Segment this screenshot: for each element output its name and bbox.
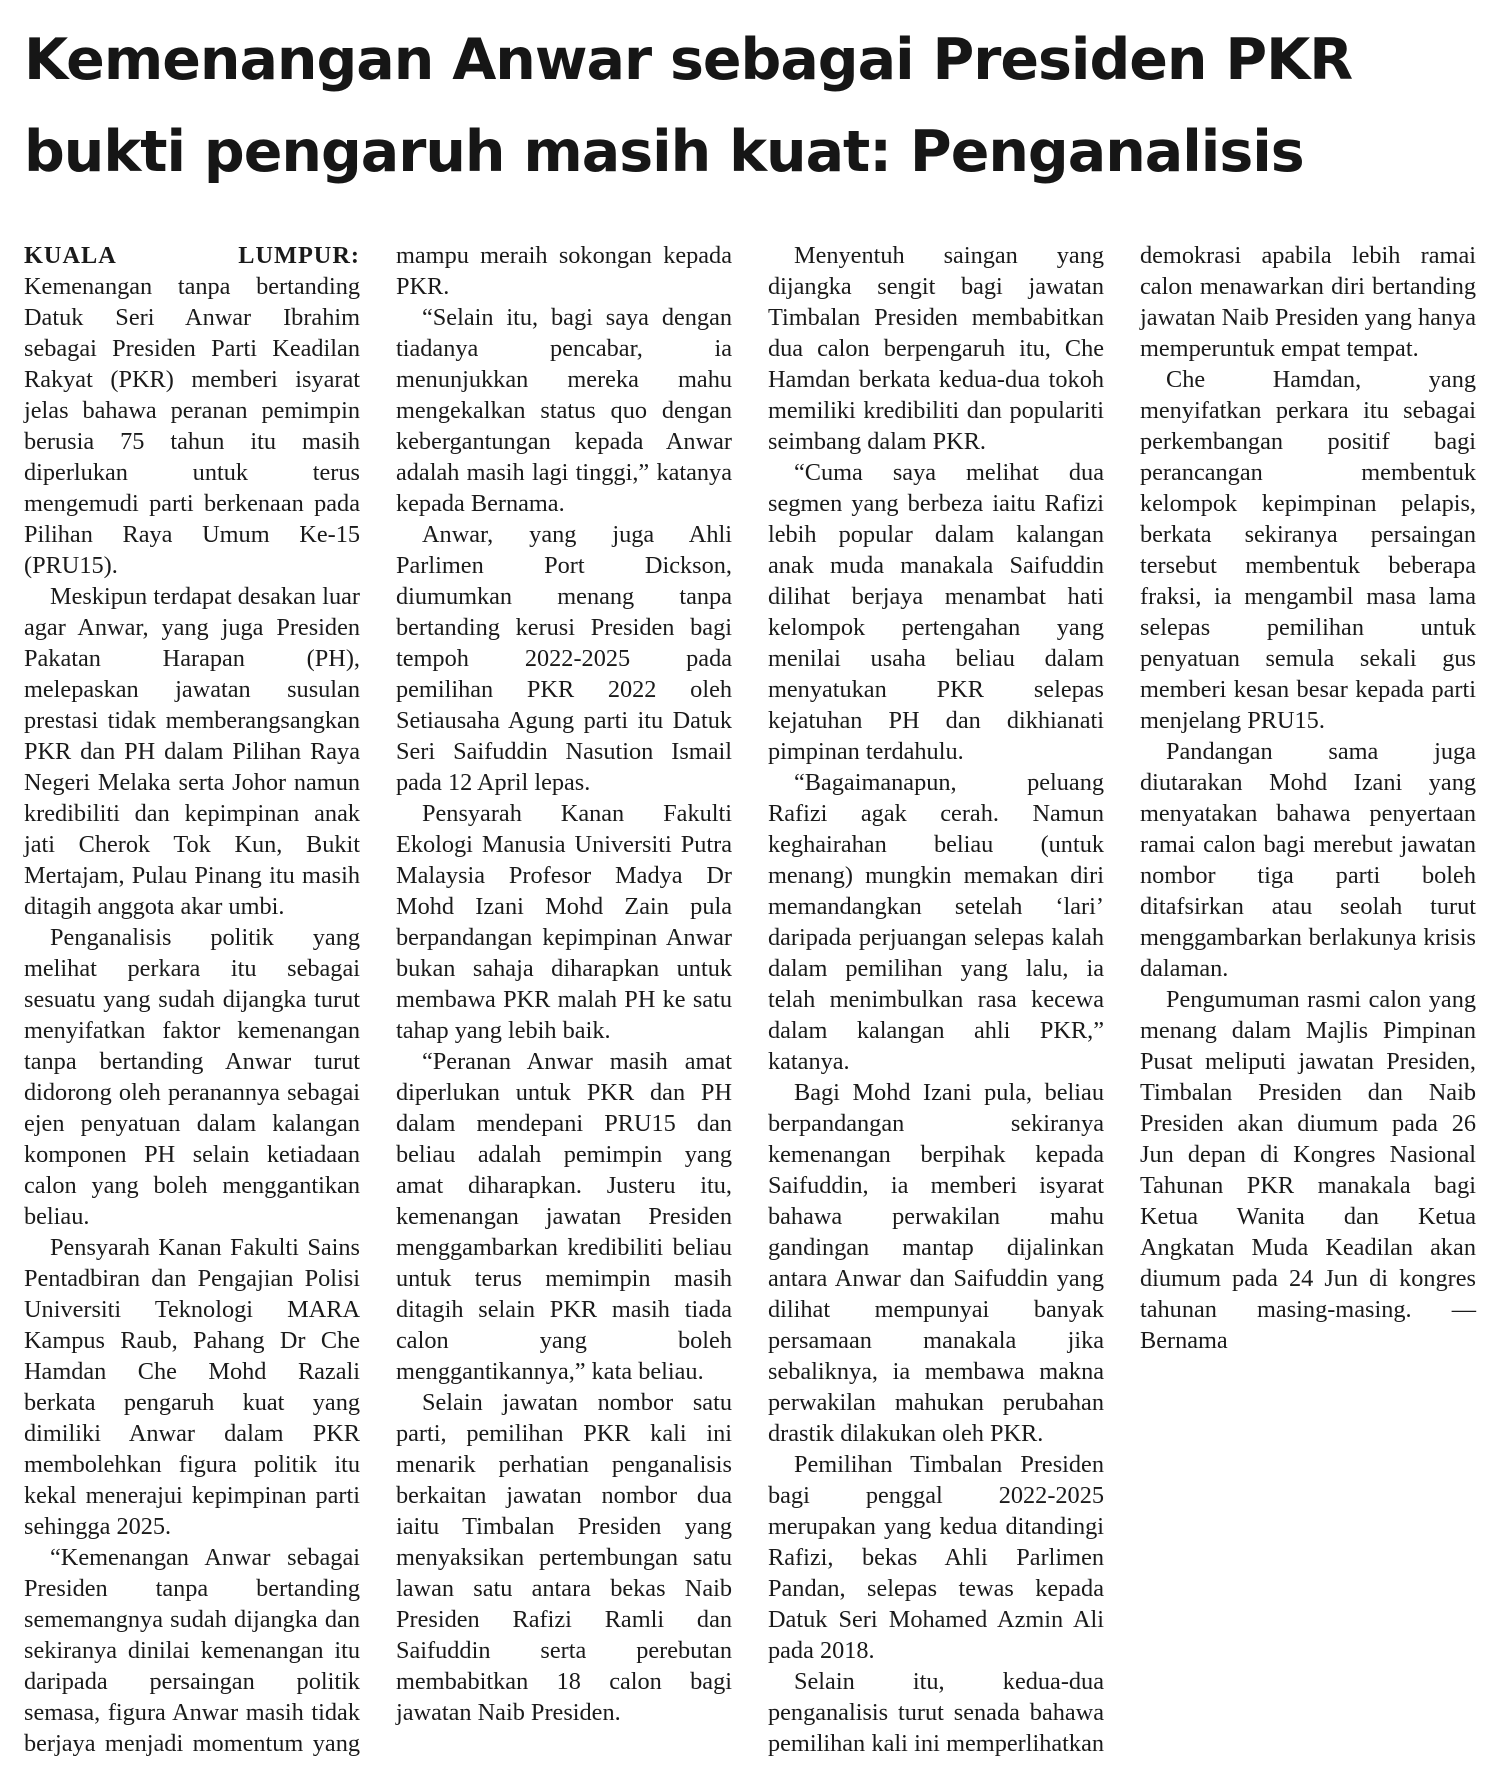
article-paragraph: Pensyarah Kanan Fakulti Ekologi Manusia Universiti Putra Malaysia Profesor Madya Dr Mohd Izani Mohd Zain pula berpandangan kepimpinan Anwar bukan sahaja diharapkan untuk membawa PKR malah PH ke satu tahap yang lebih baik. xyxy=(396,800,732,1044)
article-paragraph: “Kemenangan Anwar sebagai Presiden tanpa bertanding sememangnya sudah dijangka dan sekiranya dinilai kemenangan itu daripada persaingan politik semasa, figura Anwar masih tidak berjaya menjadi momentum yang mampu meraih sokongan kepada PKR. xyxy=(24,242,732,1757)
paragraph-text: Kemenangan tanpa bertanding Datuk Seri Anwar Ibrahim sebagai Presiden Parti Keadilan Rakyat (PKR) memberi isyarat jelas bahawa peranan pemimpin berusia 75 tahun itu masih diperlukan untuk terus mengemudi parti berkenaan pada Pilihan Raya Umum Ke-15 (PRU15). xyxy=(24,273,360,579)
headline-line-2: bukti pengaruh masih kuat: Penganalisis xyxy=(24,119,1304,185)
article-body xyxy=(24,240,1476,1765)
headline-line-1: Kemenangan Anwar sebagai Presiden PKR xyxy=(24,27,1353,93)
article-paragraph: “Bagaimanapun, peluang Rafizi agak cerah. Namun keghairahan beliau (untuk menang) mungkin memakan diri memandangkan setelah ‘lari’ daripada perjuangan selepas kalah dalam pemilihan yang lalu, ia telah menimbulkan rasa kecewa dalam kalangan ahli PKR,” katanya. xyxy=(768,769,1104,1075)
article-paragraph: Pemilihan Timbalan Presiden bagi penggal 2022-2025 merupakan yang kedua ditandingi Rafizi, bekas Ahli Parlimen Pandan, selepas tewas kepada Datuk Seri Mohamed Azmin Ali pada 2018. xyxy=(768,1451,1104,1664)
headline xyxy=(24,14,1482,198)
article-paragraph: Selain jawatan nombor satu parti, pemilihan PKR kali ini menarik perhatian penganalisis berkaitan jawatan nombor dua iaitu Timbalan Presiden yang menyaksikan pertembungan satu lawan satu antara bekas Naib Presiden Rafizi Ramli dan Saifuddin serta perebutan membabitkan 18 calon bagi jawatan Naib Presiden. xyxy=(396,1389,732,1726)
dateline: KUALA LUMPUR: xyxy=(24,242,360,269)
article-paragraph: “Peranan Anwar masih amat diperlukan untuk PKR dan PH dalam mendepani PRU15 dan beliau adalah pemimpin yang amat diharapkan. Justeru itu, kemenangan jawatan Presiden menggambarkan kredibiliti beliau untuk terus memimpin masih ditagih selain PKR masih tiada calon yang boleh menggantikannya,” kata beliau. xyxy=(396,1048,732,1385)
article-paragraph: Menyentuh saingan yang dijangka sengit bagi jawatan Timbalan Presiden membabitkan dua calon berpengaruh itu, Che Hamdan berkata kedua-dua tokoh memiliki kredibiliti dan populariti seimbang dalam PKR. xyxy=(768,242,1104,455)
article-paragraph xyxy=(24,240,360,581)
article-paragraph: Che Hamdan, yang menyifatkan perkara itu sebagai perkembangan positif bagi perancangan membentuk kelompok kepimpinan pelapis, berkata sekiranya persaingan tersebut membentuk beberapa fraksi, ia mengambil masa lama selepas pemilihan untuk penyatuan semula sekali gus memberi kesan besar kepada parti menjelang PRU15. xyxy=(1140,366,1476,734)
article-paragraph: “Cuma saya melihat dua segmen yang berbeza iaitu Rafizi lebih popular dalam kalangan anak muda manakala Saifuddin dilihat berjaya menambat hati kelompok pertengahan yang menilai usaha beliau dalam menyatukan PKR selepas kejatuhan PH dan dikhianati pimpinan terdahulu. xyxy=(768,459,1104,765)
article-paragraph: Meskipun terdapat desakan luar agar Anwar, yang juga Presiden Pakatan Harapan (PH), melepaskan jawatan susulan prestasi tidak memberangsangkan PKR dan PH dalam Pilihan Raya Negeri Melaka serta Johor namun kredibiliti dan kepimpinan anak jati Cherok Tok Kun, Bukit Mertajam, Pulau Pinang itu masih ditagih anggota akar umbi. xyxy=(24,583,360,920)
article-paragraph: Penganalisis politik yang melihat perkara itu sebagai sesuatu yang sudah dijangka turut menyifatkan faktor kemenangan tanpa bertanding Anwar turut didorong oleh peranannya sebagai ejen penyatuan dalam kalangan komponen PH selain ketiadaan calon yang boleh menggantikan beliau. xyxy=(24,924,360,1230)
article-paragraph: Pensyarah Kanan Fakulti Sains Pentadbiran dan Pengajian Polisi Universiti Teknologi MARA Kampus Raub, Pahang Dr Che Hamdan Che Mohd Razali berkata pengaruh kuat yang dimiliki Anwar dalam PKR membolehkan figura politik itu kekal menerajui kepimpinan parti sehingga 2025. xyxy=(24,1234,360,1540)
article-paragraph: Pengumuman rasmi calon yang menang dalam Majlis Pimpinan Pusat meliputi jawatan Presiden, Timbalan Presiden dan Naib Presiden akan diumum pada 26 Jun depan di Kongres Nasional Tahunan PKR manakala bagi Ketua Wanita dan Ketua Angkatan Muda Keadilan akan diumum pada 24 Jun di kongres tahunan masing-masing. — Bernama xyxy=(1140,986,1476,1354)
article-paragraph: Anwar, yang juga Ahli Parlimen Port Dickson, diumumkan menang tanpa bertanding kerusi Presiden bagi tempoh 2022-2025 pada pemilihan PKR 2022 oleh Setiausaha Agung parti itu Datuk Seri Saifuddin Nasution Ismail pada 12 April lepas. xyxy=(396,521,732,796)
article-paragraph: Pandangan sama juga diutarakan Mohd Izani yang menyatakan bahawa penyertaan ramai calon bagi merebut jawatan nombor tiga parti boleh ditafsirkan atau seolah turut menggambarkan berlakunya krisis dalaman. xyxy=(1140,738,1476,982)
article-paragraph: Selain itu, kedua-dua penganalisis turut senada bahawa pemilihan kali ini memperlihatkan demokrasi apabila lebih ramai calon menawarkan diri bertanding jawatan Naib Presiden yang hanya memperuntuk empat tempat. xyxy=(768,242,1476,1757)
article-paragraph: Bagi Mohd Izani pula, beliau berpandangan sekiranya kemenangan berpihak kepada Saifuddin, ia memberi isyarat bahawa perwakilan mahu gandingan mantap dijalinkan antara Anwar dan Saifuddin yang dilihat mempunyai banyak persamaan manakala jika sebaliknya, ia membawa makna perwakilan mahukan perubahan drastik dilakukan oleh PKR. xyxy=(768,1079,1104,1447)
article-paragraph: “Selain itu, bagi saya dengan tiadanya pencabar, ia menunjukkan mereka mahu mengekalkan status quo dengan kebergantungan kepada Anwar adalah masih lagi tinggi,” katanya kepada Bernama. xyxy=(396,304,732,517)
